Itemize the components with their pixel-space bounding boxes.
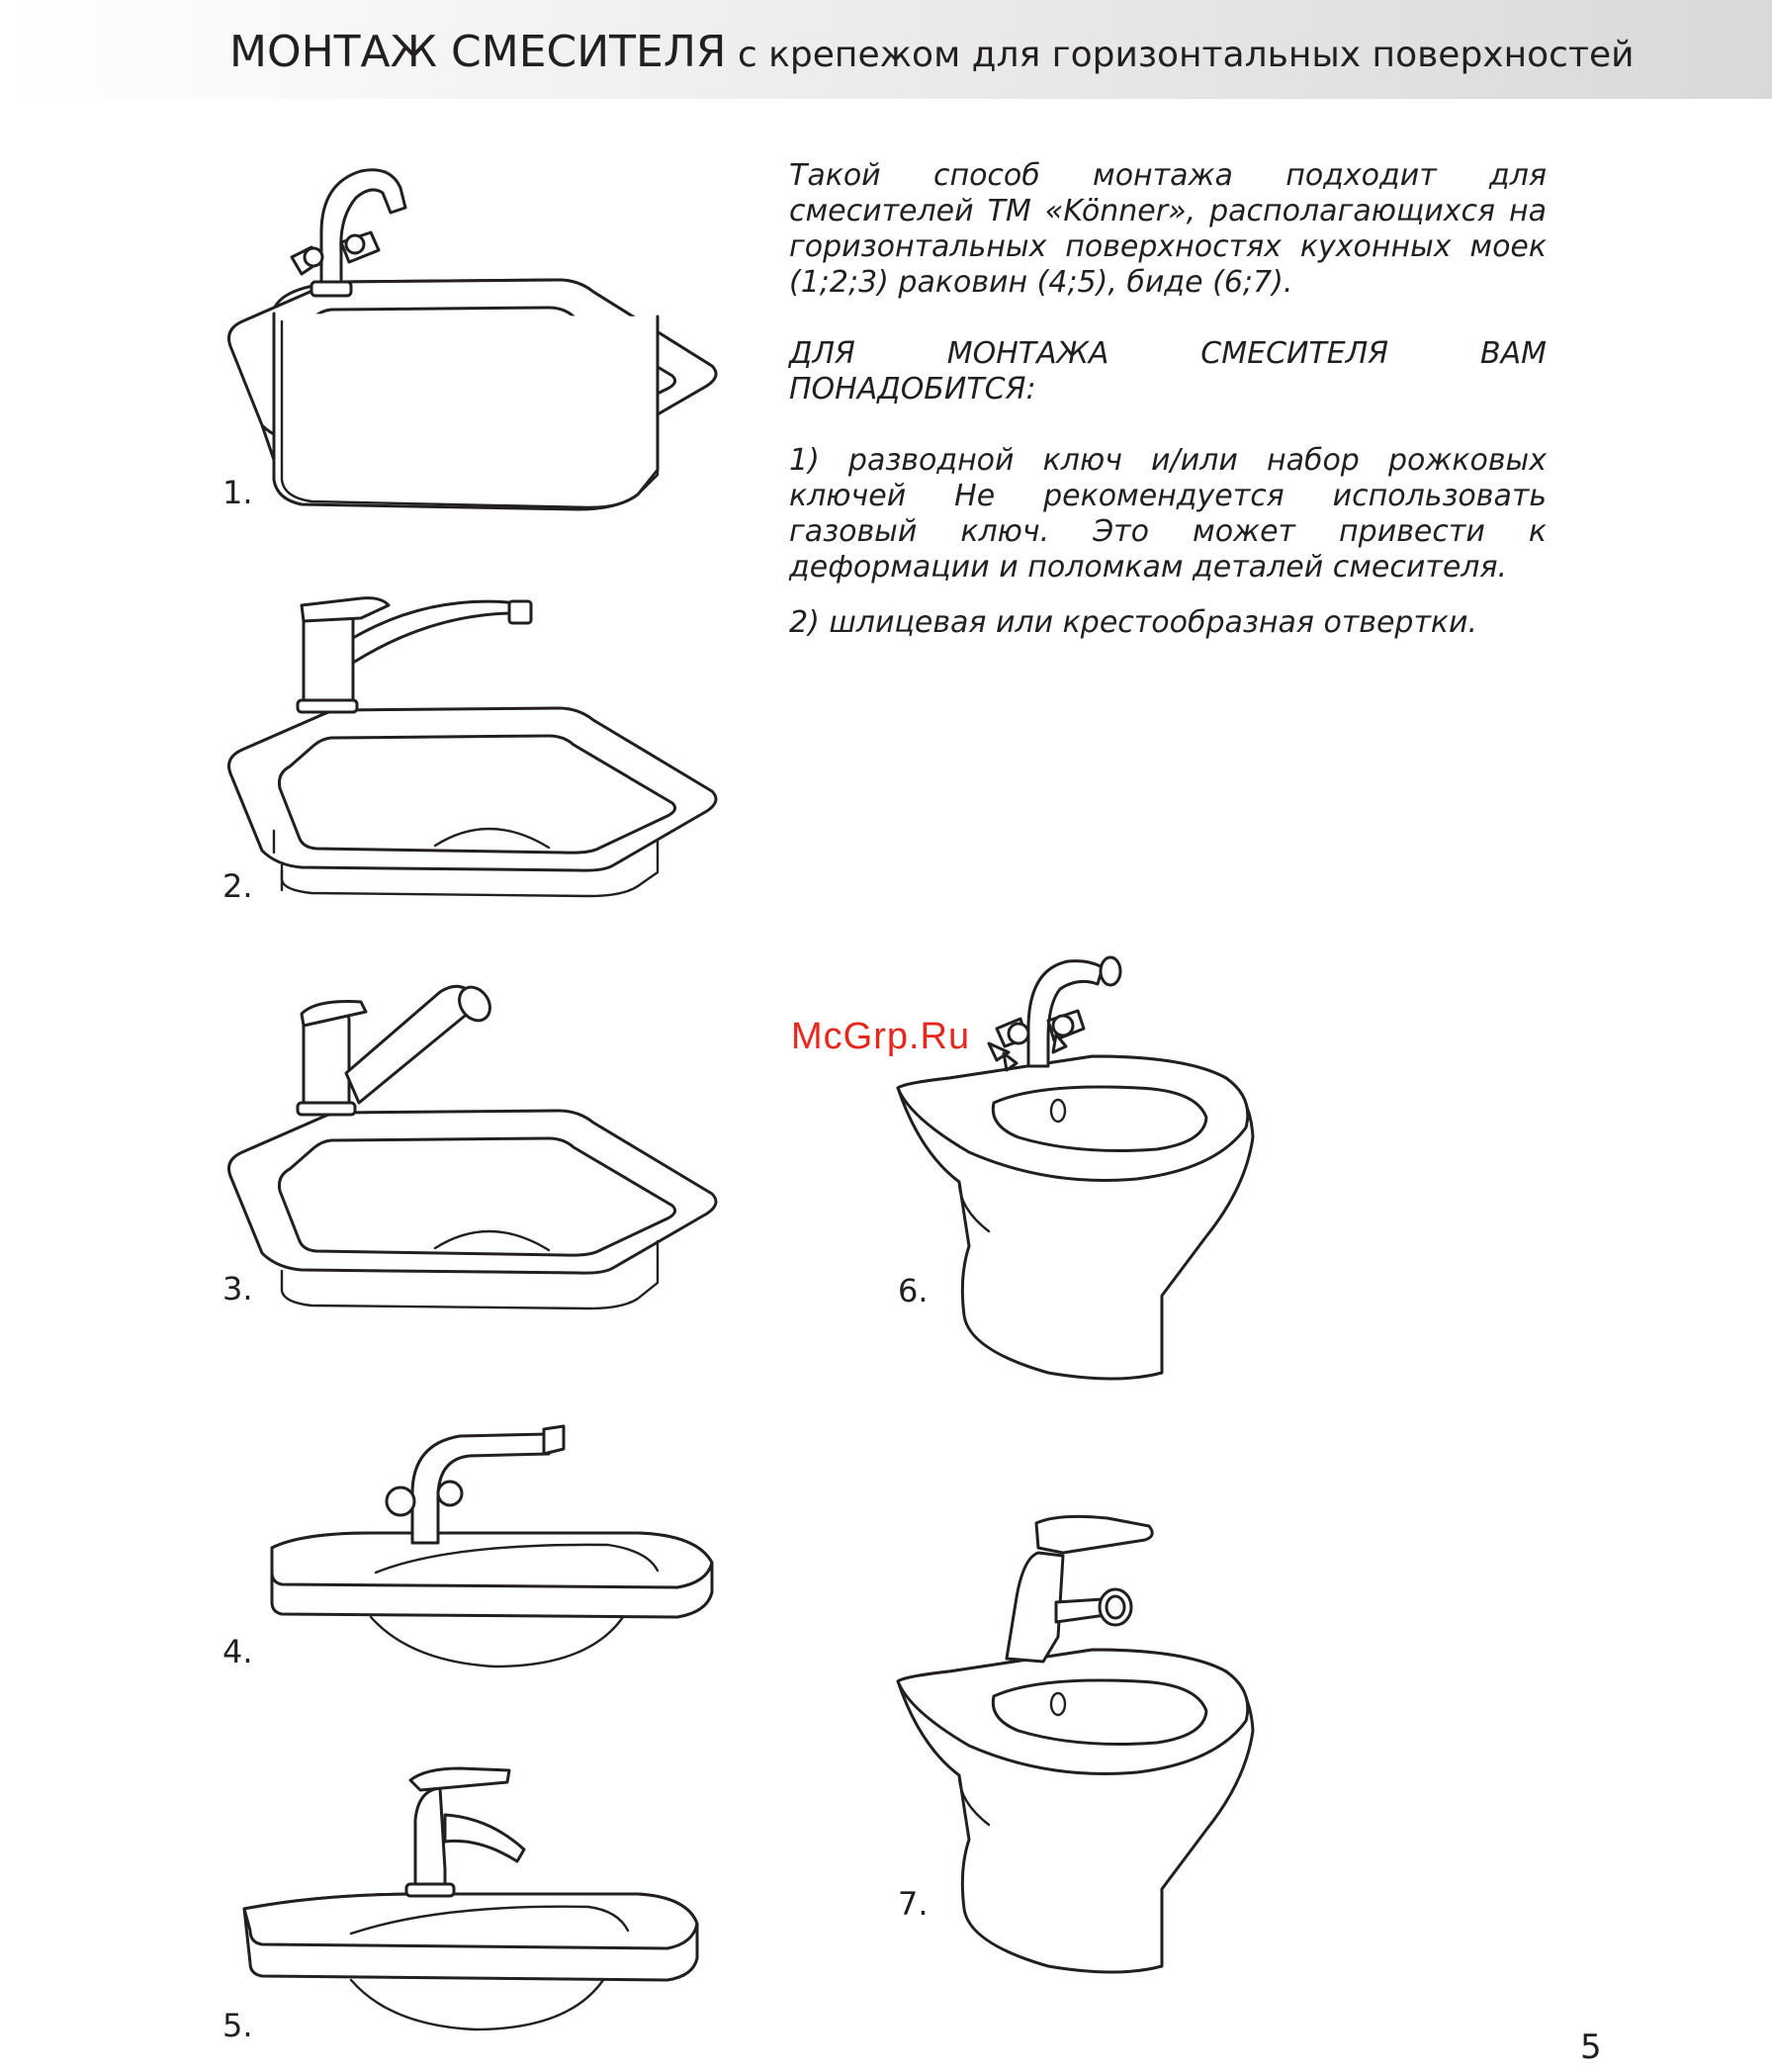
- figure-2: [222, 593, 737, 920]
- page-title: [229, 26, 1752, 82]
- washbasin-mixer-icon: [222, 1424, 737, 1681]
- page-number: 5: [1580, 2027, 1602, 2067]
- title-sub: с крепежом для горизонтальных поверхностей: [726, 35, 1635, 75]
- intro-text: [789, 158, 1547, 641]
- kitchen-sink-two-handle-mixer-icon: [222, 163, 737, 519]
- figure-6-label: 6.: [898, 1272, 929, 1309]
- figure-4: [222, 1424, 737, 1681]
- bidet-single-lever-mixer-icon: [890, 1508, 1365, 2042]
- kitchen-sink-pullout-mixer-icon: [222, 964, 737, 1320]
- figure-5-label: 5.: [222, 2007, 253, 2044]
- figure-3: [222, 964, 737, 1320]
- figure-4-label: 4.: [222, 1633, 253, 1670]
- figure-5: [222, 1760, 737, 2057]
- tool-item-1: 1) разводной ключ и/или набор рожковых ключей Не рекомендуется использовать газовый ключ. Это может привести к деформации и поломкам деталей смесителя.: [789, 443, 1547, 585]
- figure-1: [222, 163, 737, 519]
- watermark: McGrp.Ru: [791, 1016, 971, 1057]
- figure-1-label: 1.: [222, 474, 253, 511]
- tool-item-2: 2) шлицевая или крестообразная отвертки.: [789, 605, 1478, 640]
- title-main: МОНТАЖ СМЕСИТЕЛЯ: [229, 27, 727, 77]
- page-header: [0, 0, 1772, 99]
- kitchen-sink-single-lever-mixer-icon: [222, 593, 737, 920]
- figure-3-label: 3.: [222, 1270, 253, 1307]
- figure-7-label: 7.: [898, 1885, 929, 1923]
- figure-2-label: 2.: [222, 867, 253, 905]
- intro-paragraph: Такой способ монтажа подходит для смесителей ТМ «Könner», располагающихся на горизонтальных поверхностях кухонных моек (1;2;3) раковин (4;5), биде (6;7).: [789, 158, 1547, 300]
- need-heading: ДЛЯ МОНТАЖА СМЕСИТЕЛЯ ВАМ ПОНАДОБИТСЯ:: [789, 336, 1547, 406]
- figure-7: [890, 1508, 1365, 2042]
- washbasin-single-lever-mixer-icon: [222, 1760, 737, 2057]
